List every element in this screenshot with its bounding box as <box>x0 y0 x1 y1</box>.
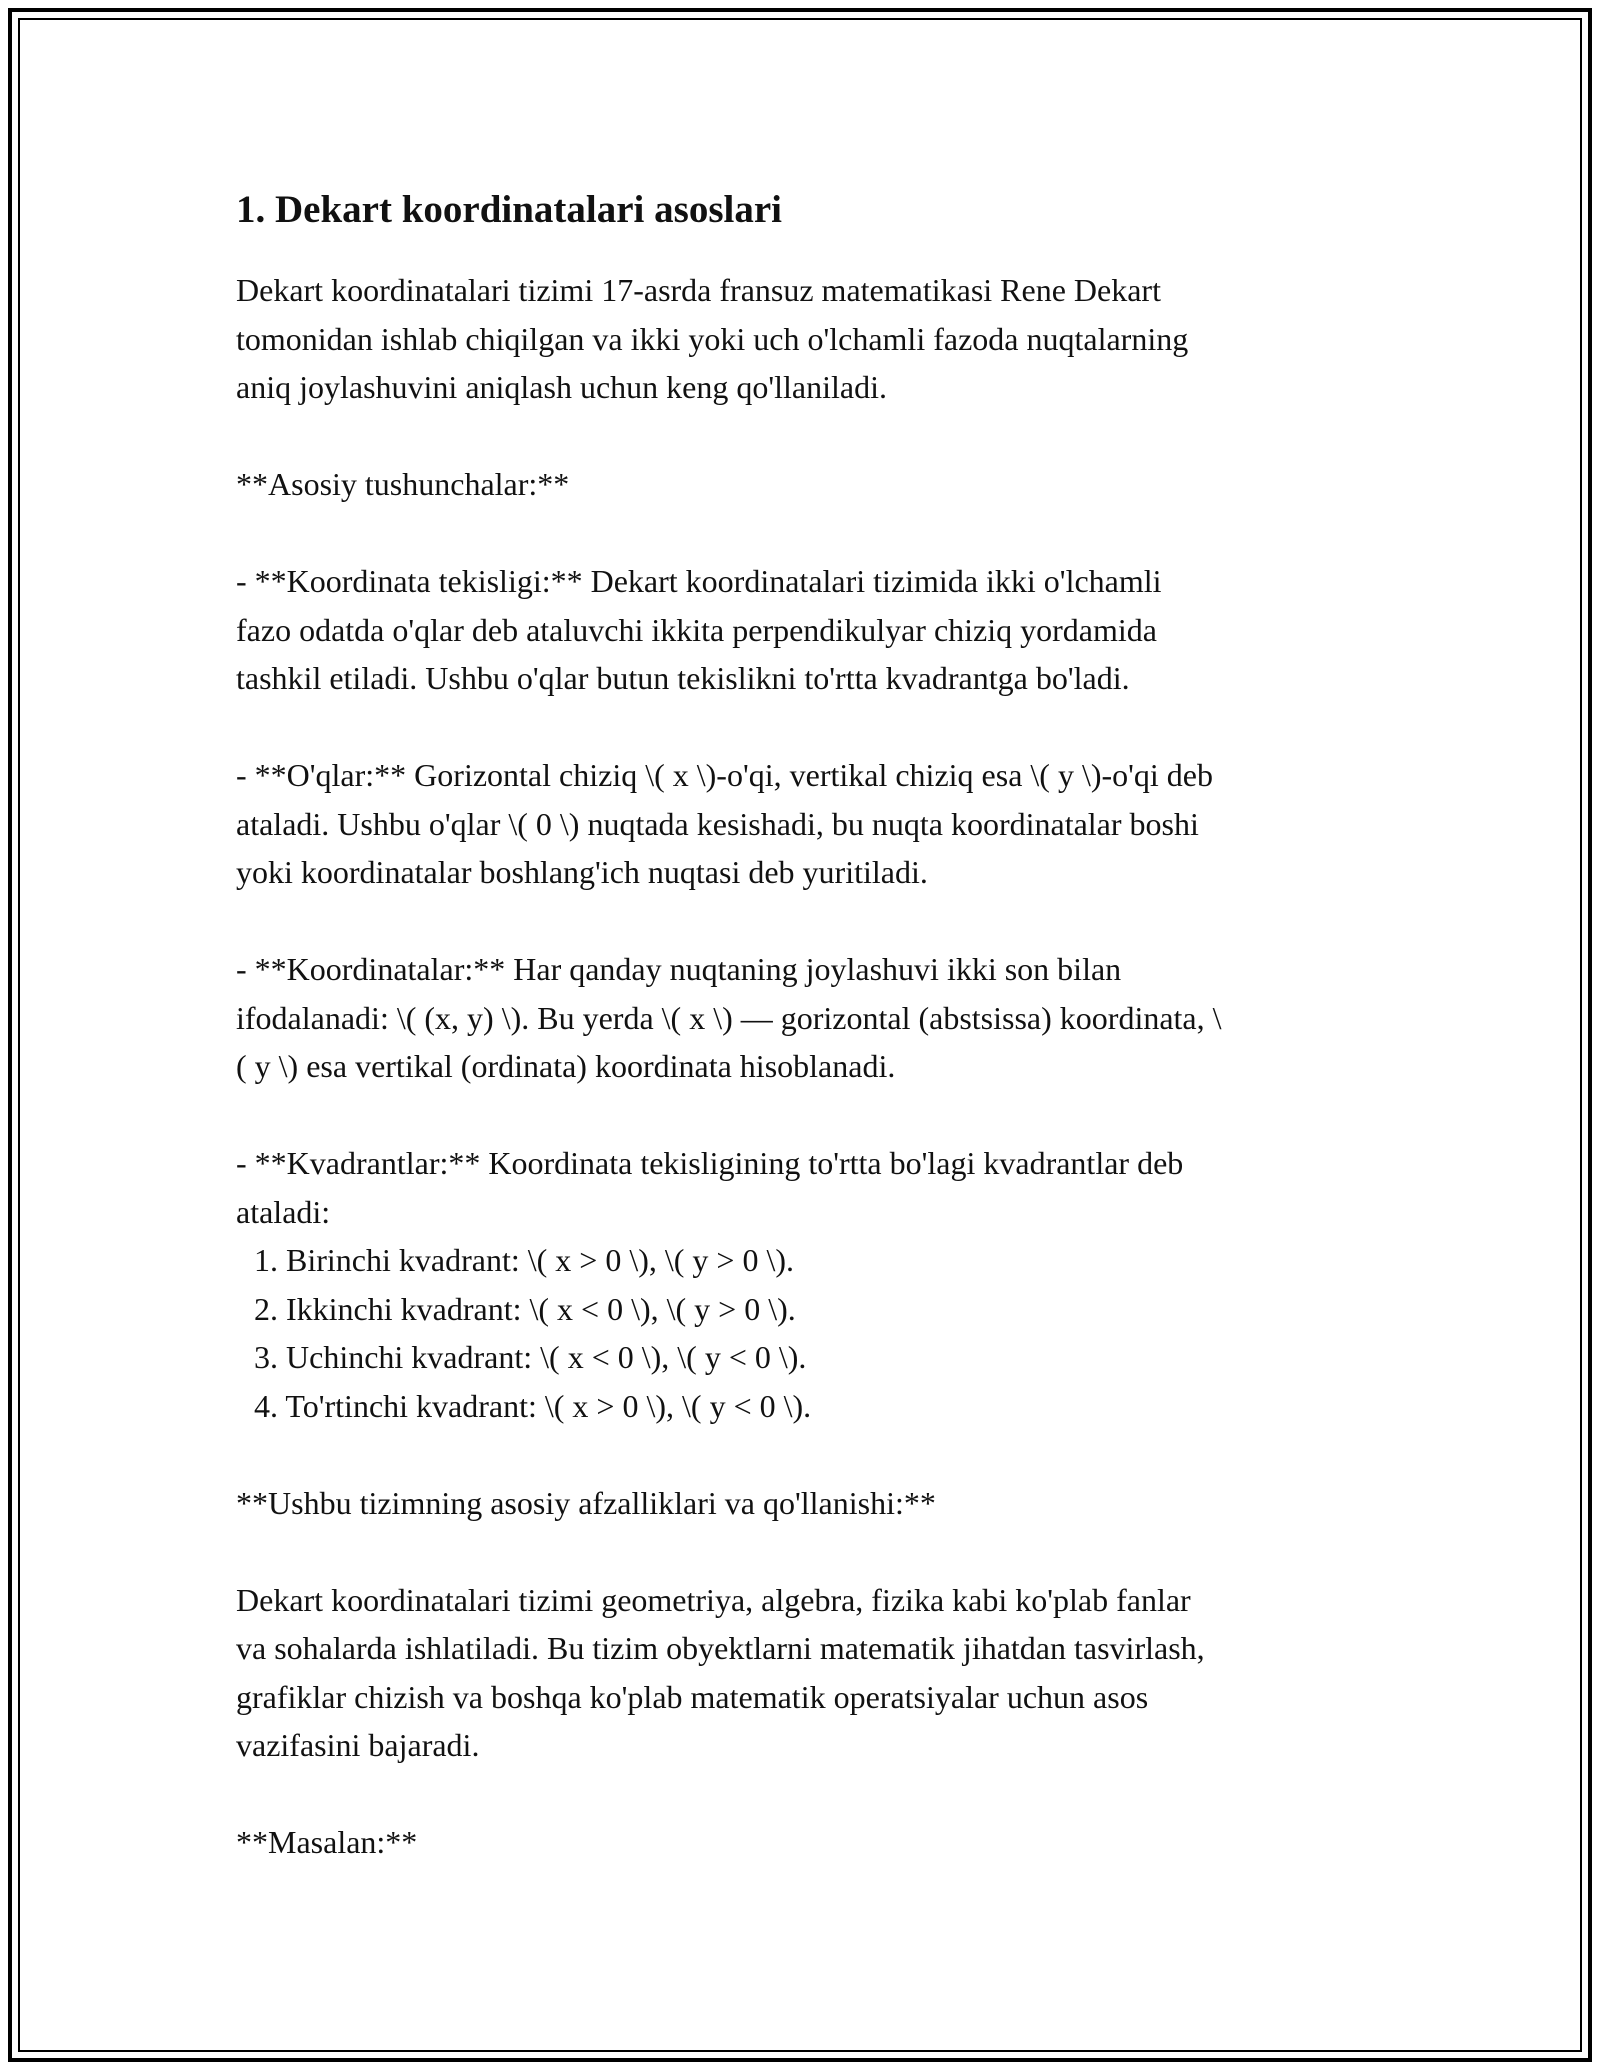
quadrant-list-item: 2. Ikkinchi kvadrant: \( x < 0 \), \( y > 0 \). <box>254 1290 796 1327</box>
intro-paragraph <box>236 266 1376 412</box>
text-line: vazifasini bajaradi. <box>236 1727 480 1763</box>
plane-paragraph <box>236 557 1376 703</box>
quadrants-paragraph <box>236 1139 1376 1430</box>
quadrant-list-item: 1. Birinchi kvadrant: \( x > 0 \), \( y > 0 \). <box>254 1242 794 1278</box>
advantages-title: **Ushbu tizimning asosiy afzalliklari va qo'llanishi:** <box>236 1484 936 1521</box>
text-line: - **Koordinatalar:** Har qanday nuqtaning joylashuvi ikki son bilan <box>236 951 1122 987</box>
section-heading: 1. Dekart koordinatalari asoslari <box>236 188 782 231</box>
coordinates-paragraph <box>236 945 1376 1091</box>
text-line: ataladi. Ushbu o'qlar \( 0 \) nuqtada kesishadi, bu nuqta koordinatalar boshi <box>236 805 1199 842</box>
text-line: ataladi: <box>236 1193 331 1230</box>
text-line: tomonidan ishlab chiqilgan va ikki yoki uch o'lchamli fazoda nuqtalarning <box>236 320 1189 357</box>
axes-paragraph <box>236 751 1376 897</box>
advantages-paragraph <box>236 1576 1376 1770</box>
quadrant-list-item: 4. To'rtinchi kvadrant: \( x > 0 \), \( y < 0 \). <box>254 1387 812 1424</box>
text-line: ( y \) esa vertikal (ordinata) koordinata hisoblanadi. <box>236 1048 896 1084</box>
text-line: fazo odatda o'qlar deb ataluvchi ikkita perpendikulyar chiziq yordamida <box>236 611 1157 648</box>
document-body <box>236 186 1376 1867</box>
text-line: aniq joylashuvini aniqlash uchun keng qo'llaniladi. <box>236 369 887 405</box>
text-line: ifodalanadi: \( (x, y) \). Bu yerda \( x \) — gorizontal (abstsissa) koordinata, \ <box>236 999 1222 1036</box>
text-line: - **Kvadrantlar:** Koordinata tekisligining to'rtta bo'lagi kvadrantlar deb <box>236 1145 1184 1181</box>
text-line: yoki koordinatalar boshlang'ich nuqtasi deb yuritiladi. <box>236 854 928 890</box>
concepts-title: **Asosiy tushunchalar:** <box>236 466 570 502</box>
example-title: **Masalan:** <box>236 1824 418 1860</box>
text-line: tashkil etiladi. Ushbu o'qlar butun tekislikni to'rtta kvadrantga bo'ladi. <box>236 660 1130 696</box>
text-line: grafiklar chizish va boshqa ko'plab matematik operatsiyalar uchun asos <box>236 1678 1149 1715</box>
text-line: - **O'qlar:** Gorizontal chiziq \( x \)-o'qi, vertikal chiziq esa \( y \)-o'qi deb <box>236 757 1213 793</box>
text-line: Dekart koordinatalari tizimi geometriya, algebra, fizika kabi ko'plab fanlar <box>236 1581 1191 1618</box>
text-line: Dekart koordinatalari tizimi 17-asrda fransuz matematikasi Rene Dekart <box>236 272 1161 308</box>
text-line: - **Koordinata tekisligi:** Dekart koordinatalari tizimida ikki o'lchamli <box>236 563 1162 599</box>
quadrant-list-item: 3. Uchinchi kvadrant: \( x < 0 \), \( y < 0 \). <box>254 1339 807 1375</box>
text-line: va sohalarda ishlatiladi. Bu tizim obyektlarni matematik jihatdan tasvirlash, <box>236 1630 1205 1666</box>
